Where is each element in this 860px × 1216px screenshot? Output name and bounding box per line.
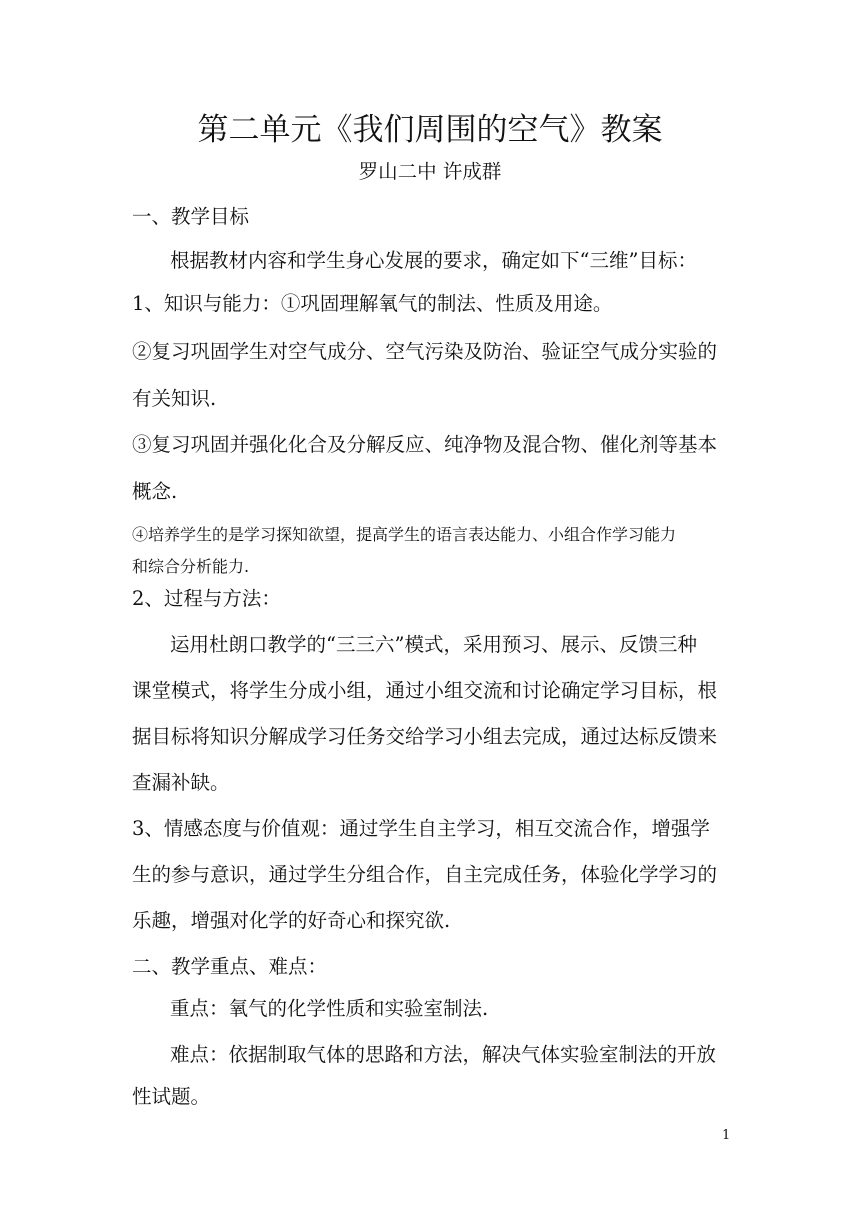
paragraph-line: 根据教材内容和学生身心发展的要求，确定如下“三维”目标： [170,249,697,272]
paragraph-line: ②复习巩固学生对空气成分、空气污染及防治、验证空气成分实验的 [132,340,718,363]
paragraph-line: 和综合分析能力. [132,557,250,576]
paragraph-line: 查漏补缺。 [132,771,230,794]
paragraph-line: 1、知识与能力：①巩固理解氧气的制法、性质及用途。 [132,292,613,315]
paragraph-line: 运用杜朗口教学的“三三六”模式，采用预习、展示、反馈三种 [170,633,697,656]
paragraph-line: 课堂模式，将学生分成小组，通过小组交流和讨论确定学习目标，根 [132,679,718,702]
difficult-point-line: 难点：依据制取气体的思路和方法，解决气体实验室制法的开放 [170,1043,717,1066]
section-heading-attitude-values: 3、情感态度与价值观：通过学生自主学习，相互交流合作，增强学 [132,817,710,840]
paragraph-line: 概念. [132,480,178,503]
page-number: 1 [722,1128,731,1143]
document-title: 第二单元《我们周围的空气》教案 [197,112,663,148]
paragraph-line: 据目标将知识分解成学习任务交给学习小组去完成，通过达标反馈来 [132,725,718,748]
paragraph-line: 生的参与意识，通过学生分组合作，自主完成任务，体验化学学习的 [132,863,718,886]
paragraph-line: 有关知识. [132,387,217,410]
paragraph-line: 乐趣，增强对化学的好奇心和探究欲. [132,909,451,932]
paragraph-line: ④培养学生的是学习探知欲望，提高学生的语言表达能力、小组合作学习能力 [132,525,677,544]
paragraph-line: 性试题。 [132,1085,211,1108]
section-heading-process-method: 2、过程与方法： [132,587,281,610]
section-heading-key-points: 二、教学重点、难点： [132,955,328,978]
key-point-line: 重点：氧气的化学性质和实验室制法. [170,997,489,1020]
paragraph-line: ③复习巩固并强化化合及分解反应、纯净物及混合物、催化剂等基本 [132,433,718,456]
author-line: 罗山二中 许成群 [358,160,502,183]
section-heading-teaching-goals: 一、教学目标 [132,205,250,228]
